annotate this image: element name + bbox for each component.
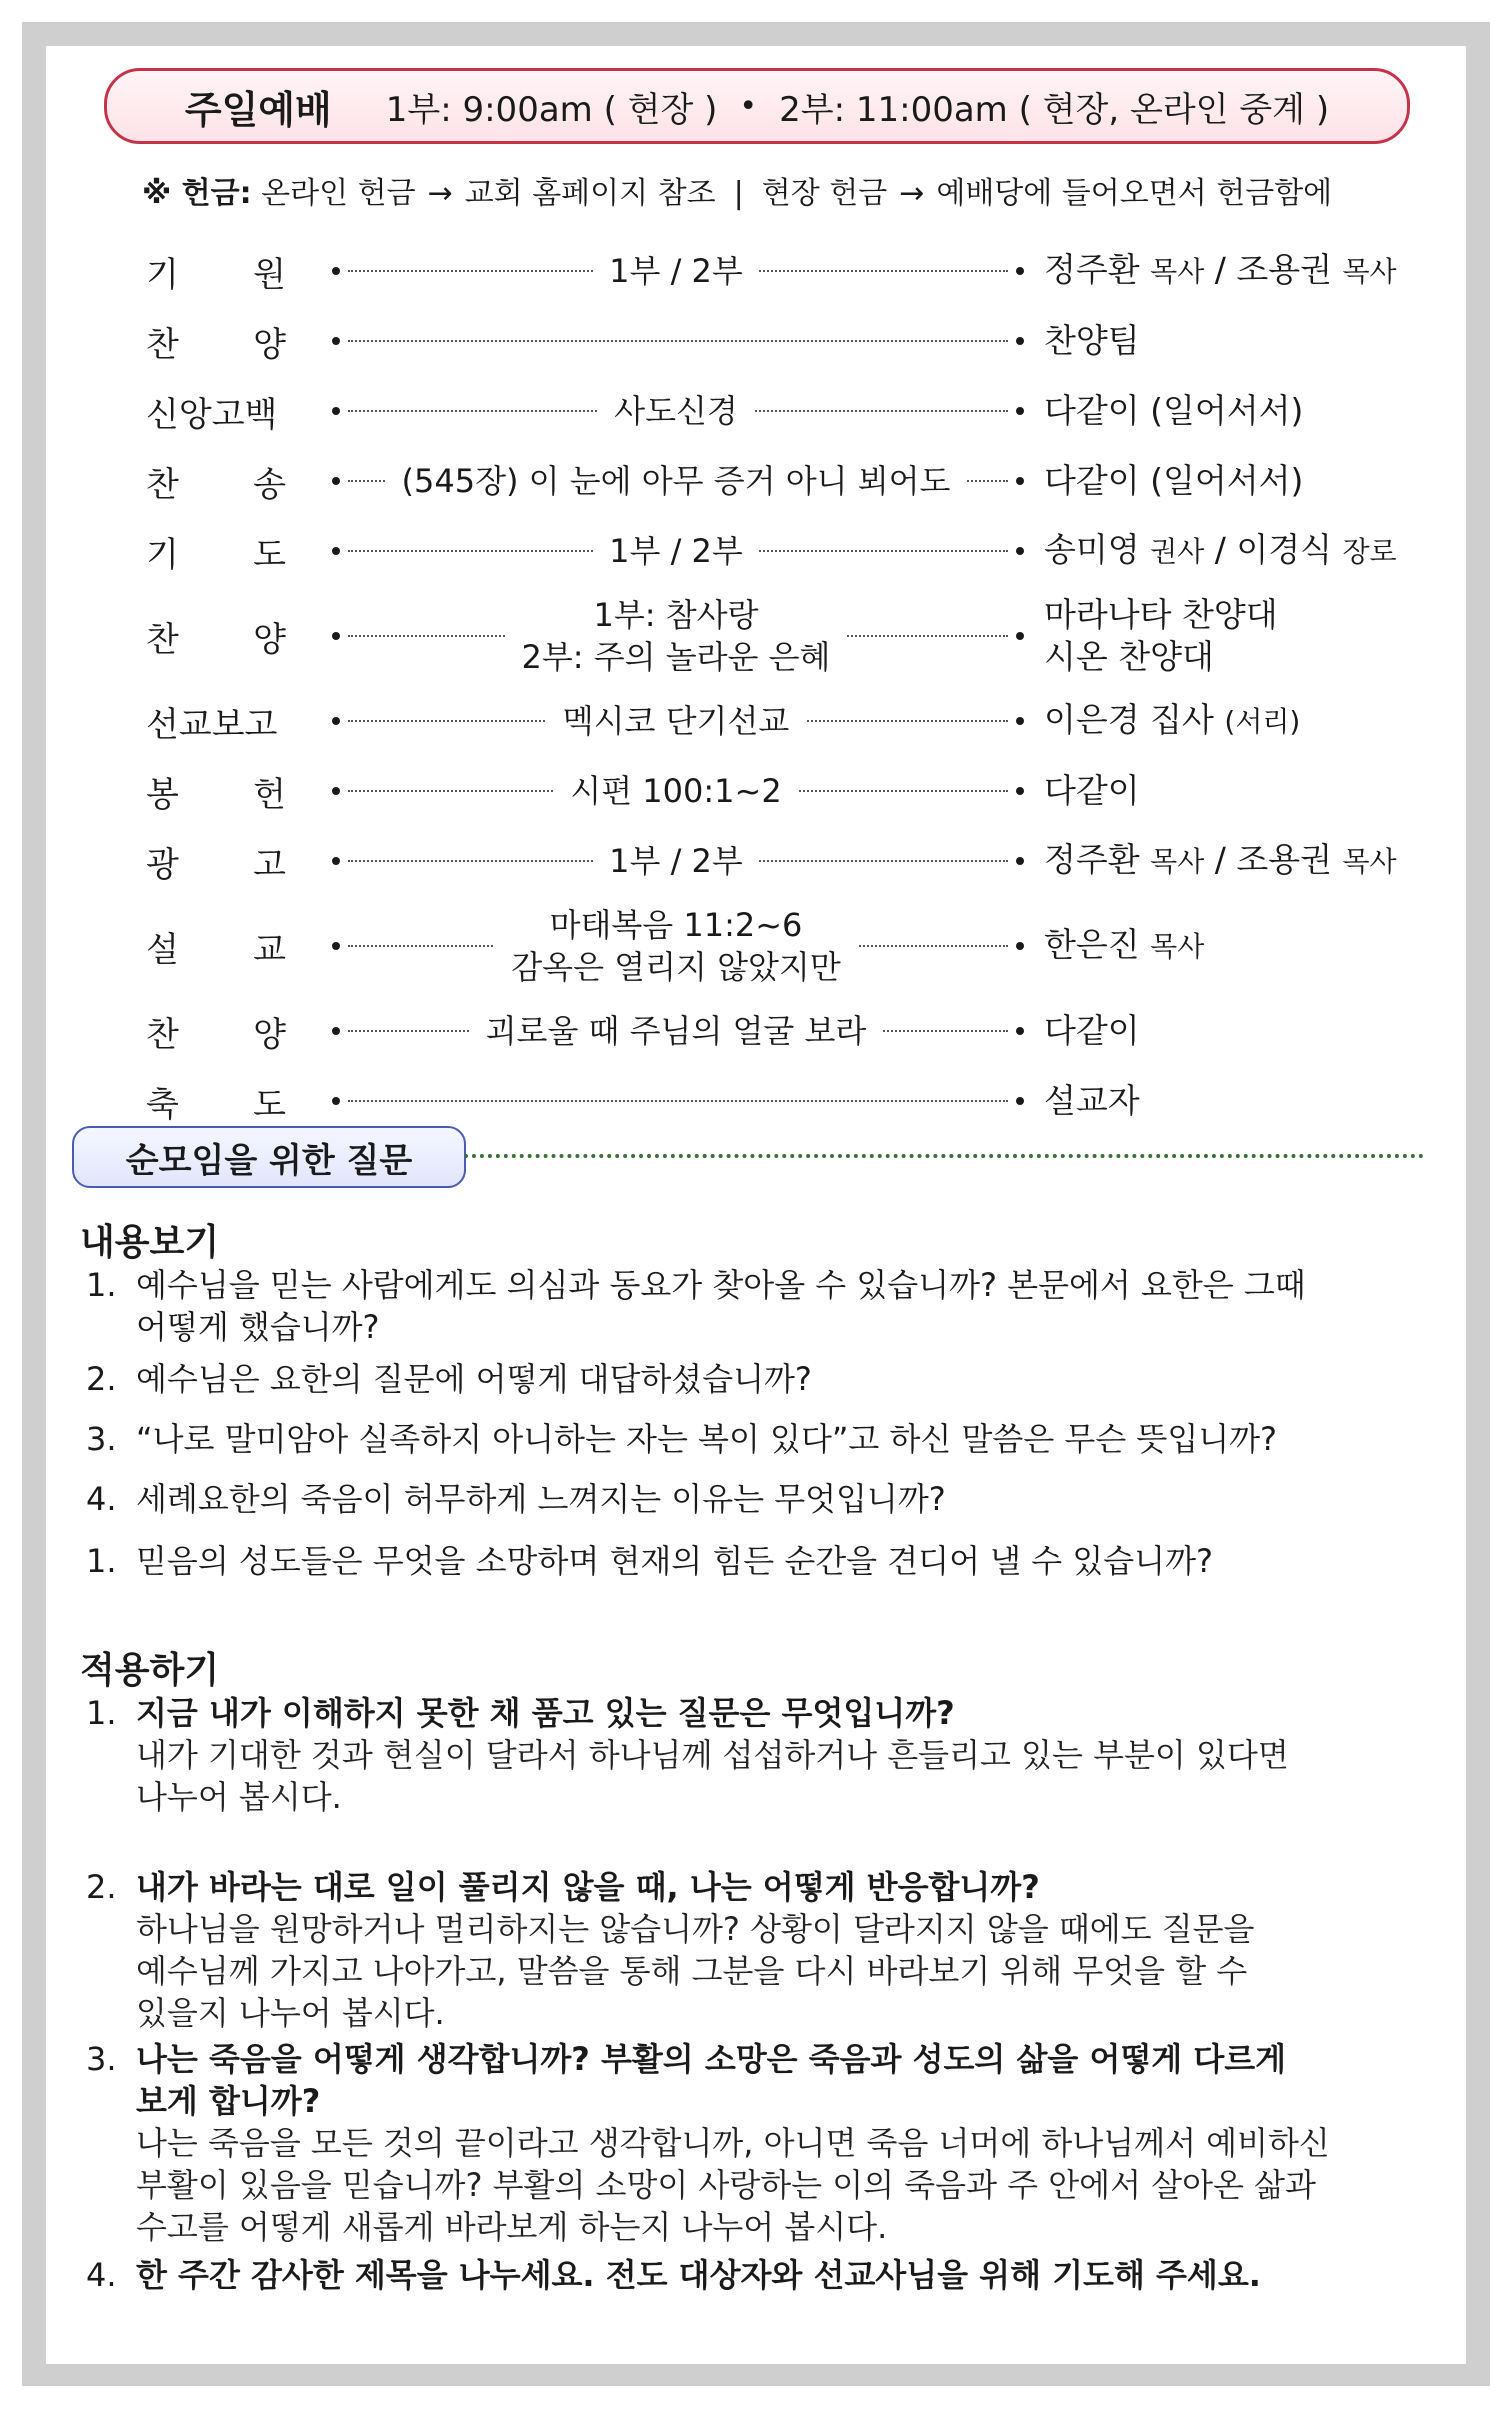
order-label-char: 기 — [146, 534, 179, 575]
content-question — [86, 1264, 1426, 1348]
leader-name: 조용권 — [1236, 250, 1332, 289]
content-question — [86, 1358, 1426, 1400]
banner-title: 주일예배 — [184, 87, 332, 132]
bullet-dot — [1016, 857, 1024, 865]
question-text: 보게 합니까? — [136, 2082, 321, 2120]
order-row — [46, 236, 1466, 306]
question-number: 3. — [86, 1420, 117, 1458]
order-item-line: 시편 100:1~2 — [570, 772, 782, 810]
question-guide: 예수님께 가지고 나아가고, 말씀을 통해 그분을 다시 바라보기 위해 무엇을 할 수 — [136, 1952, 1248, 1990]
content-heading: 내용보기 — [80, 1222, 220, 1263]
offering-onsite: 현장 헌금 — [761, 176, 888, 211]
order-item-text — [495, 904, 856, 988]
order-label — [146, 446, 286, 516]
question-text: 어떻게 했습니까? — [136, 1308, 380, 1346]
bullet-dot — [1016, 1027, 1024, 1035]
question-text: “나로 말미암아 실족하지 아니하는 자는 복이 있다”고 하신 말씀은 무슨 뜻입니까? — [136, 1420, 1278, 1458]
order-row — [46, 756, 1466, 826]
second-service-time: 2부: 11:00am ( 현장, 온라인 중계 ) — [779, 89, 1330, 130]
order-item-line: 마태복음 11:2~6 — [549, 906, 803, 944]
order-leader — [1044, 1066, 1140, 1136]
order-label-char: 찬 — [146, 619, 179, 660]
order-row — [46, 376, 1466, 446]
bullet-dot — [332, 1097, 340, 1105]
leader-name: 송미영 — [1044, 530, 1140, 569]
order-leader-line — [1044, 249, 1397, 293]
order-leader-line — [1044, 770, 1140, 812]
order-item-line: 1부 / 2부 — [609, 532, 743, 570]
order-row — [46, 686, 1466, 756]
order-label-char: 양 — [253, 324, 286, 365]
order-label-char: 광 — [146, 844, 179, 885]
leader-title: 목사 — [1342, 255, 1397, 288]
order-leader — [1044, 686, 1300, 756]
order-item-text — [386, 460, 967, 502]
order-item-line: 1부 / 2부 — [609, 842, 743, 880]
content-question — [86, 1540, 1426, 1582]
leader-title: 목사 — [1150, 930, 1205, 963]
question-number: 2. — [86, 1868, 117, 1906]
order-leader — [1044, 306, 1140, 376]
dotted-leader — [348, 340, 1008, 342]
bullet-dot — [1016, 717, 1024, 725]
question-guide: 나는 죽음을 모든 것의 끝이라고 생각합니까, 아니면 죽음 너머에 하나님께서 예비하신 — [136, 2124, 1330, 2162]
question-text: 나는 죽음을 어떻게 생각합니까? 부활의 소망은 죽음과 성도의 삶을 어떻게 다르게 — [136, 2040, 1287, 2078]
apply-question — [86, 2038, 1426, 2248]
order-row — [46, 516, 1466, 586]
order-label-char: 양 — [253, 1014, 286, 1055]
content-question — [86, 1478, 1426, 1520]
question-number: 1. — [86, 1542, 117, 1580]
question-text: 한 주간 감사한 제목을 나누세요. 전도 대상자와 선교사님을 위해 기도해 주세요. — [136, 2256, 1261, 2294]
offering-onsite-dest: 예배당에 들어오면서 헌금함에 — [936, 176, 1333, 211]
arrow-icon: → — [899, 176, 925, 211]
order-label — [146, 996, 286, 1066]
leader-name: 설교자 — [1044, 1081, 1140, 1120]
leader-title: (서리) — [1224, 705, 1301, 738]
order-label: 신앙고백 — [146, 394, 278, 435]
bullet-dot — [1016, 407, 1024, 415]
order-item-line: 2부: 주의 놀라운 은혜 — [521, 638, 831, 676]
order-leader-line — [1044, 1080, 1140, 1122]
order-label — [146, 756, 286, 826]
bullet-dot — [332, 267, 340, 275]
order-leader — [1044, 586, 1278, 686]
order-leader-line — [1044, 460, 1303, 502]
order-leader — [1044, 236, 1397, 306]
order-label — [146, 586, 286, 686]
order-leader-line — [1044, 390, 1303, 432]
bullet-dot — [332, 547, 340, 555]
offering-prefix: ※ 헌금: — [142, 176, 252, 211]
order-leader — [1044, 516, 1397, 586]
bullet-dot — [1016, 787, 1024, 795]
question-guide: 나누어 봅시다. — [136, 1778, 342, 1816]
order-item-text — [547, 700, 806, 742]
question-text: 세례요한의 죽음이 허무하게 느껴지는 이유는 무엇입니까? — [136, 1480, 946, 1518]
order-item-detail — [346, 826, 1006, 896]
order-leader-line — [1044, 529, 1397, 573]
question-guide: 내가 기대한 것과 현실이 달라서 하나님께 섭섭하거나 흔들리고 있는 부분이 있다면 — [136, 1736, 1289, 1774]
question-text: 지금 내가 이해하지 못한 채 품고 있는 질문은 무엇입니까? — [136, 1694, 955, 1732]
order-item-detail — [346, 686, 1006, 756]
bullet-dot — [332, 632, 340, 640]
leader-separator: / — [1204, 840, 1237, 879]
leader-separator: / — [1204, 530, 1237, 569]
order-leader — [1044, 826, 1397, 896]
offering-online: 온라인 헌금 — [261, 176, 416, 211]
question-number: 1. — [86, 1694, 117, 1732]
order-label-char: 봉 — [146, 774, 179, 815]
order-leader-line — [1044, 320, 1140, 362]
order-row — [46, 996, 1466, 1066]
order-label-char: 찬 — [146, 464, 179, 505]
question-guide: 부활이 있음을 믿습니까? 부활의 소망이 사랑하는 이의 죽음과 주 안에서 살아온 삶과 — [136, 2166, 1316, 2204]
order-item-line: 멕시코 단기선교 — [562, 702, 790, 740]
leader-name: 다같이 (일어서서) — [1044, 461, 1304, 500]
question-text: 믿음의 성도들은 무엇을 소망하며 현재의 힘든 순간을 견디어 낼 수 있습니까? — [136, 1542, 1213, 1580]
bulletin-page — [46, 46, 1466, 2364]
order-label-char: 찬 — [146, 1014, 179, 1055]
bullet-separator: • — [739, 88, 758, 124]
order-row — [46, 306, 1466, 376]
question-guide: 하나님을 원망하거나 멀리하지는 않습니까? 상황이 달라지지 않을 때에도 질문을 — [136, 1910, 1255, 1948]
order-row — [46, 446, 1466, 516]
dotted-leader — [348, 1100, 1008, 1102]
order-item-text — [506, 594, 847, 678]
bullet-dot — [332, 942, 340, 950]
leader-title: 목사 — [1342, 845, 1397, 878]
questions-section-title: 순모임을 위한 질문 — [72, 1126, 466, 1188]
order-leader — [1044, 996, 1140, 1066]
bullet-dot — [332, 1027, 340, 1035]
order-item-text — [593, 840, 759, 882]
order-row — [46, 586, 1466, 686]
order-item-text — [593, 530, 759, 572]
order-item-line: 1부: 참사랑 — [593, 596, 759, 634]
order-item-detail — [346, 376, 1006, 446]
bullet-dot — [1016, 632, 1024, 640]
offering-note — [142, 168, 1382, 212]
order-leader-line — [1044, 839, 1397, 883]
leader-title: 권사 — [1150, 535, 1205, 568]
bullet-dot — [332, 477, 340, 485]
apply-heading: 적용하기 — [80, 1650, 220, 1691]
bullet-dot — [1016, 1097, 1024, 1105]
question-number: 3. — [86, 2040, 117, 2078]
order-item-detail — [346, 996, 1006, 1066]
order-leader — [1044, 896, 1204, 996]
question-text: 예수님은 요한의 질문에 어떻게 대답하셨습니까? — [136, 1360, 812, 1398]
order-item-line: 사도신경 — [614, 392, 738, 430]
leader-name: 조용권 — [1236, 840, 1332, 879]
order-label-char: 원 — [253, 254, 286, 295]
order-leader — [1044, 376, 1303, 446]
order-item-line: 감옥은 열리지 않았지만 — [511, 948, 841, 986]
order-item-text — [554, 770, 797, 812]
order-label — [146, 826, 286, 896]
order-leader — [1044, 446, 1303, 516]
order-item-line: (545장) 이 눈에 아무 증거 아니 뵈어도 — [401, 462, 951, 500]
order-item-line: 괴로울 때 주님의 얼굴 보라 — [485, 1012, 867, 1050]
order-item-text — [593, 250, 759, 292]
question-number: 4. — [86, 2256, 117, 2294]
leader-separator: / — [1204, 250, 1237, 289]
leader-name: 찬양팀 — [1044, 321, 1140, 360]
order-label-char: 도 — [253, 1084, 286, 1125]
leader-name: 이은경 집사 — [1044, 700, 1214, 739]
order-label-char: 송 — [253, 464, 286, 505]
order-leader — [1044, 756, 1140, 826]
leader-title: 목사 — [1150, 255, 1205, 288]
bullet-dot — [332, 857, 340, 865]
arrow-icon: → — [427, 176, 453, 211]
order-label-char: 도 — [253, 534, 286, 575]
order-item-detail — [346, 896, 1006, 996]
order-label-char: 설 — [146, 929, 179, 970]
leader-name: 한은진 — [1044, 925, 1140, 964]
apply-question — [86, 1692, 1426, 1818]
order-label — [146, 896, 286, 996]
leader-name: 다같이 (일어서서) — [1044, 391, 1304, 430]
bullet-dot — [332, 787, 340, 795]
bullet-dot — [1016, 337, 1024, 345]
order-row — [46, 896, 1466, 996]
question-text: 내가 바라는 대로 일이 풀리지 않을 때, 나는 어떻게 반응합니까? — [136, 1868, 1040, 1906]
order-label-char: 기 — [146, 254, 179, 295]
leader-name: 다같이 — [1044, 771, 1140, 810]
order-leader-line — [1044, 594, 1278, 636]
content-question — [86, 1418, 1426, 1460]
order-item-text — [470, 1010, 883, 1052]
first-service-time: 1부: 9:00am ( 현장 ) — [385, 89, 718, 130]
bullet-dot — [1016, 477, 1024, 485]
order-item-detail — [346, 516, 1006, 586]
section-divider — [464, 1154, 1424, 1158]
question-number: 2. — [86, 1360, 117, 1398]
bullet-dot — [332, 337, 340, 345]
order-leader-line: 시온 찬양대 — [1044, 637, 1214, 676]
order-label: 선교보고 — [146, 704, 278, 745]
bullet-dot — [1016, 942, 1024, 950]
service-times-banner — [104, 68, 1410, 144]
question-guide: 수고를 어떻게 새롭게 바라보게 하는지 나누어 봅시다. — [136, 2208, 888, 2246]
order-leader-line — [1044, 1010, 1140, 1052]
order-label-char: 교 — [253, 929, 286, 970]
leader-name: 마라나타 찬양대 — [1044, 595, 1278, 634]
order-label — [146, 516, 286, 586]
leader-name: 정주환 — [1044, 250, 1140, 289]
order-item-detail — [346, 586, 1006, 686]
leader-name: 다같이 — [1044, 1011, 1140, 1050]
leader-name: 이경식 — [1236, 530, 1332, 569]
order-label — [146, 236, 286, 306]
question-guide: 있을지 나누어 봅시다. — [136, 1994, 445, 2032]
order-item-detail — [346, 446, 1006, 516]
order-label-char: 축 — [146, 1084, 179, 1125]
bullet-dot — [332, 407, 340, 415]
order-leader-line — [1044, 699, 1300, 743]
apply-question — [86, 1866, 1426, 2034]
order-label-char: 헌 — [253, 774, 286, 815]
order-item-line: 1부 / 2부 — [609, 252, 743, 290]
bullet-dot — [1016, 267, 1024, 275]
order-label — [146, 306, 286, 376]
question-text: 예수님을 믿는 사람에게도 의심과 동요가 찾아올 수 있습니까? 본문에서 요한은 그때 — [136, 1266, 1306, 1304]
leader-title: 장로 — [1342, 535, 1397, 568]
question-number: 4. — [86, 1480, 117, 1518]
order-label-char: 양 — [253, 619, 286, 660]
leader-title: 목사 — [1150, 845, 1205, 878]
order-leader-line — [1044, 924, 1204, 968]
bullet-dot — [1016, 547, 1024, 555]
order-item-detail — [346, 756, 1006, 826]
order-item-text — [598, 390, 754, 432]
order-item-detail — [346, 236, 1006, 306]
question-number: 1. — [86, 1266, 117, 1304]
bullet-dot — [332, 717, 340, 725]
order-label-char: 고 — [253, 844, 286, 885]
separator: | — [733, 176, 744, 211]
order-row — [46, 826, 1466, 896]
apply-question — [86, 2254, 1426, 2296]
offering-online-dest: 교회 홈페이지 참조 — [464, 176, 716, 211]
order-label-char: 찬 — [146, 324, 179, 365]
leader-name: 정주환 — [1044, 840, 1140, 879]
